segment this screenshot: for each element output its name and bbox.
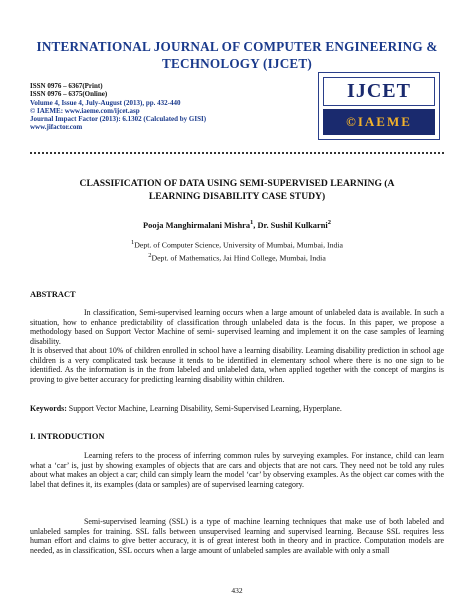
affiliation-1	[60, 238, 414, 250]
affiliation-text: Dept. of Computer Science, University of Mumbai, Mumbai, India	[134, 240, 343, 250]
affiliation-2	[60, 251, 414, 263]
keywords-label: Keywords:	[30, 404, 67, 413]
authors	[60, 218, 414, 231]
keywords	[30, 404, 444, 414]
journal-title-line1: INTERNATIONAL JOURNAL OF COMPUTER ENGINEERING &	[36, 39, 438, 54]
abstract-paragraph-1	[30, 308, 444, 346]
affiliation-superscript: 1	[131, 239, 135, 246]
iaeme-url[interactable]: © IAEME: www.iaeme.com/ijcet.asp	[30, 106, 140, 115]
introduction-text: Learning refers to the process of inferring common rules by surveying examples. For instance, child can learn what a ‘car’ is, just by showing examples of objects that are cars and objects that are not cars. They need not be told any rules about what makes an object a car; child can simply learn the model ‘car’ by observing examples. As the object car comes with the label that defines it, its examples (data or samples) are of supervised learning category.	[30, 451, 444, 489]
issn-online: ISSN 0976 – 6375(Online)	[30, 90, 108, 99]
keywords-text: Support Vector Machine, Learning Disability, Semi-Supervised Learning, Hyperplane.	[66, 404, 342, 413]
jifactor-url[interactable]: www.jifactor.com	[30, 123, 83, 132]
ijcet-logo	[318, 72, 440, 140]
author-superscript: 2	[327, 219, 331, 226]
introduction-paragraph-2	[30, 517, 444, 555]
author-name: Pooja Manghirmalani Mishra	[143, 220, 251, 230]
affiliation-superscript: 2	[148, 252, 152, 259]
impact-factor: Journal Impact Factor (2013): 6.1302 (Calculated by GISI)	[30, 115, 207, 124]
issn-print: ISSN 0976 – 6367(Print)	[30, 82, 103, 90]
author-name: , Dr. Sushil Kulkarni	[253, 220, 328, 230]
introduction-paragraph-1	[30, 451, 444, 489]
page-number: 432	[231, 586, 243, 595]
publication-info	[30, 82, 290, 132]
paper-title-line2: LEARNING DISABILITY CASE STUDY)	[148, 190, 326, 202]
introduction-heading: I. INTRODUCTION	[30, 432, 105, 441]
affiliation-text: Dept. of Mathematics, Jai Hind College, Mumbai, India	[151, 253, 326, 263]
logo-iaeme-text: ©IAEME	[323, 109, 435, 135]
abstract-text: It is observed that about 10% of children enrolled in school have a learning disability. Learning disability prediction in school age children is a very complicated task because it tends to be identified in elementary school where there is no one sign to be identified. As the information is in the from labeled and unlabeled data, when applied together with the concept of margins is proving to give better accuracy for predicting learning disability within children.	[30, 346, 444, 384]
logo-ijcet-text: IJCET	[323, 77, 435, 106]
journal-title-line2: TECHNOLOGY (IJCET)	[161, 56, 313, 71]
abstract-paragraph-2	[30, 346, 444, 384]
header-divider	[30, 152, 444, 154]
volume-issue: Volume 4, Issue 4, July-August (2013), pp. 432-440	[30, 98, 181, 107]
introduction-text: Semi-supervised learning (SSL) is a type of machine learning techniques that make use of both labeled and unlabeled samples for training. SSL falls between unsupervised learning and supervised learning. Because SSL requires less human effort and claims to give better accuracy, it is of great interest both in theory and in practice. Computation models are needed, as in classification, SSL occurs when a large amount of unlabeled samples are available with only a small	[30, 517, 444, 555]
author-superscript: 1	[250, 219, 254, 226]
paper-title	[60, 178, 414, 203]
abstract-text: In classification, Semi-supervised learning occurs when a large amount of unlabeled data is available. In such a situation, how to enhance predictability of classification through unlabeled data is the focus. In this paper, we propose a methodology based on Support Vector Machine of semi- supervised learning and implement it on the case samples of learning disability.	[30, 308, 444, 346]
journal-title	[30, 38, 444, 72]
abstract-heading: ABSTRACT	[30, 290, 76, 299]
paper-title-line1: CLASSIFICATION OF DATA USING SEMI-SUPERVISED LEARNING (A	[79, 178, 395, 189]
